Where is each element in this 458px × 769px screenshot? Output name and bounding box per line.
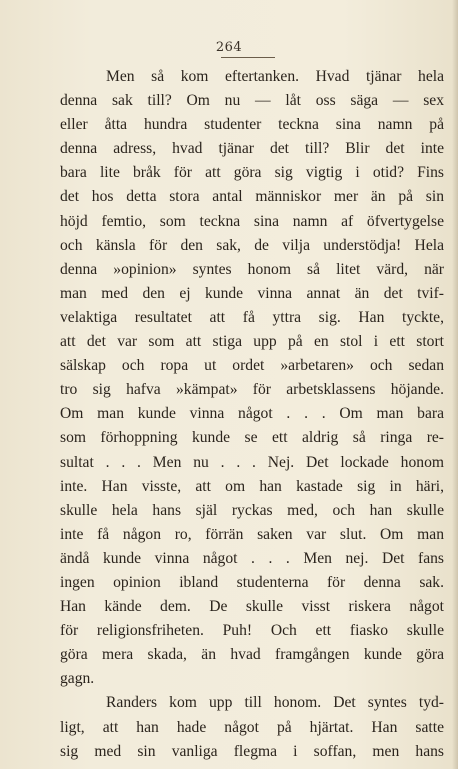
text-line: inte. Han visste, att om han kastade sig in häri, <box>60 477 444 495</box>
page-edge-shadow <box>452 0 458 769</box>
text-line: ändå kunde vinna något . . . Men nej. Det fans <box>60 549 444 567</box>
text-line: inte få någon ro, förrän saken var slut. Om man <box>60 525 444 543</box>
text-line: denna adress, hvad tjänar det till? Blir det inte <box>60 140 444 158</box>
text-line: skulle hela hans själ ryckas med, och han skulle <box>60 501 444 519</box>
text-line: denna sak till? Om nu — låt oss säga — sex <box>60 92 444 110</box>
text-line: Randers kom upp till honom. Det syntes tyd- <box>106 694 444 712</box>
text-line: velaktiga resultatet att få yttra sig. Han tyckte, <box>60 308 444 326</box>
text-line: Men så kom eftertanken. Hvad tjänar hela <box>106 68 444 85</box>
text-line: ligt, att han hade något på hjärtat. Han satte <box>60 718 444 736</box>
text-line: höjd femtio, som teckna sina namn af öfvertygelse <box>60 212 444 230</box>
text-line: som förhoppning kunde se ett aldrig så ringa re- <box>60 429 444 447</box>
text-line: sälskap och ropa ut ordet »arbetaren» och sedan <box>60 357 444 375</box>
text-line: ingen opinion ibland studenterna för denna sak. <box>60 573 444 591</box>
page-number: 264 <box>215 40 243 55</box>
text-line: och känsla för den sak, de vilja understödja! Hela <box>60 236 444 254</box>
text-line: sig med sin vanliga flegma i soffan, men hans <box>60 742 444 760</box>
text-line: tro sig hafva »kämpat» för arbetsklassens höjande. <box>60 381 444 399</box>
text-line: att det var som att stiga upp på en stol i ett stort <box>60 333 444 351</box>
text-line: bara lite bråk för att göra sig vigtig i otid? Fins <box>60 164 444 182</box>
text-line: Om man kunde vinna något . . . Om man bara <box>60 405 444 423</box>
body-text <box>60 65 444 764</box>
text-line: Han kände dem. De skulle visst riskera något <box>60 598 444 616</box>
text-line: eller åtta hundra studenter teckna sina namn på <box>60 116 444 134</box>
text-line: det hos detta stora antal människor mer än på sin <box>60 188 444 206</box>
page-number-rule <box>221 57 275 58</box>
text-line: man med den ej kunde vinna annat än det tvif- <box>60 284 444 302</box>
text-line: för religionsfriheten. Puh! Och ett fiasko skulle <box>60 622 444 640</box>
text-line: göra mera skada, än hvad framgången kunde göra <box>60 646 444 664</box>
text-line: denna »opinion» syntes honom så litet värd, när <box>60 260 444 278</box>
text-line: gagn. <box>60 670 95 688</box>
text-line: sultat . . . Men nu . . . Nej. Det lockade honom <box>60 453 444 471</box>
